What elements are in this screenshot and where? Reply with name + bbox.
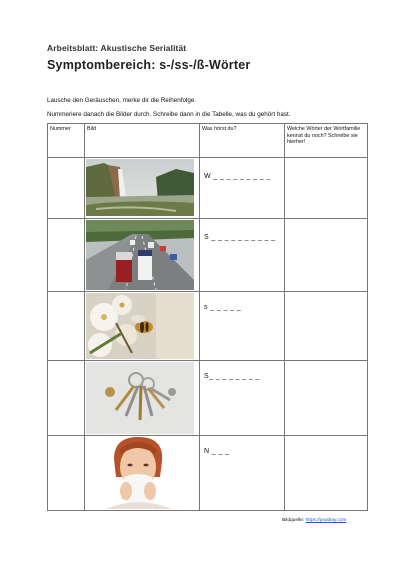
image-source-label: Bildquelle: bbox=[282, 518, 305, 523]
table-row bbox=[48, 436, 368, 511]
image-cell bbox=[85, 219, 200, 292]
heard-cell[interactable] bbox=[200, 158, 285, 219]
word-family-cell[interactable] bbox=[285, 361, 368, 436]
number-cell[interactable] bbox=[48, 436, 85, 511]
instruction-line-1: Lausche den Geräuschen, merke dir die Reihenfolge. bbox=[47, 97, 197, 104]
table-row bbox=[48, 361, 368, 436]
heard-cell[interactable] bbox=[200, 436, 285, 511]
table-row bbox=[48, 219, 368, 292]
waterfall-photo bbox=[86, 159, 194, 216]
hint-text: W _ _ _ _ _ _ _ _ _ bbox=[204, 173, 271, 180]
bee-on-blossom-photo bbox=[86, 293, 194, 359]
image-cell bbox=[85, 436, 200, 511]
number-cell[interactable] bbox=[48, 292, 85, 361]
hint-text: N _ _ _ bbox=[204, 448, 230, 455]
instruction-line-2: Nummeriere danach die Bilder durch. Schreibe dann in die Tabelle, was du gehört hast. bbox=[47, 111, 291, 118]
key-bunch-photo bbox=[86, 362, 194, 434]
image-cell bbox=[85, 292, 200, 361]
table-row bbox=[48, 292, 368, 361]
image-source-link[interactable]: https://pixabay.com bbox=[305, 518, 347, 523]
woman-sneezing-photo bbox=[86, 437, 194, 509]
number-cell[interactable] bbox=[48, 361, 85, 436]
heard-cell[interactable] bbox=[200, 219, 285, 292]
hint-text: S _ _ _ _ _ _ _ _ _ _ bbox=[204, 234, 276, 241]
header-heard: Was hörst du? bbox=[200, 124, 285, 158]
image-cell bbox=[85, 158, 200, 219]
worksheet-title: Symptombereich: s-/ss-/ß-Wörter bbox=[47, 58, 251, 72]
header-word-family: Welche Wörter der Wortfamilie kennst du noch? Schreibe sie hierher! bbox=[285, 124, 368, 158]
table-header-row bbox=[48, 124, 368, 158]
heard-cell[interactable] bbox=[200, 361, 285, 436]
hint-text: s _ _ _ _ _ bbox=[204, 304, 242, 311]
table-row bbox=[48, 158, 368, 219]
word-family-cell[interactable] bbox=[285, 436, 368, 511]
highway-traffic-photo bbox=[86, 220, 194, 290]
heard-cell[interactable] bbox=[200, 292, 285, 361]
worksheet-table bbox=[47, 123, 368, 511]
worksheet-subtitle: Arbeitsblatt: Akustische Serialität bbox=[47, 43, 187, 53]
word-family-cell[interactable] bbox=[285, 219, 368, 292]
number-cell[interactable] bbox=[48, 158, 85, 219]
hint-text: S_ _ _ _ _ _ _ _ bbox=[204, 373, 260, 380]
word-family-cell[interactable] bbox=[285, 292, 368, 361]
image-source-footer bbox=[282, 518, 346, 523]
header-number: Nummer bbox=[48, 124, 85, 158]
header-image: Bild bbox=[85, 124, 200, 158]
image-cell bbox=[85, 361, 200, 436]
number-cell[interactable] bbox=[48, 219, 85, 292]
word-family-cell[interactable] bbox=[285, 158, 368, 219]
